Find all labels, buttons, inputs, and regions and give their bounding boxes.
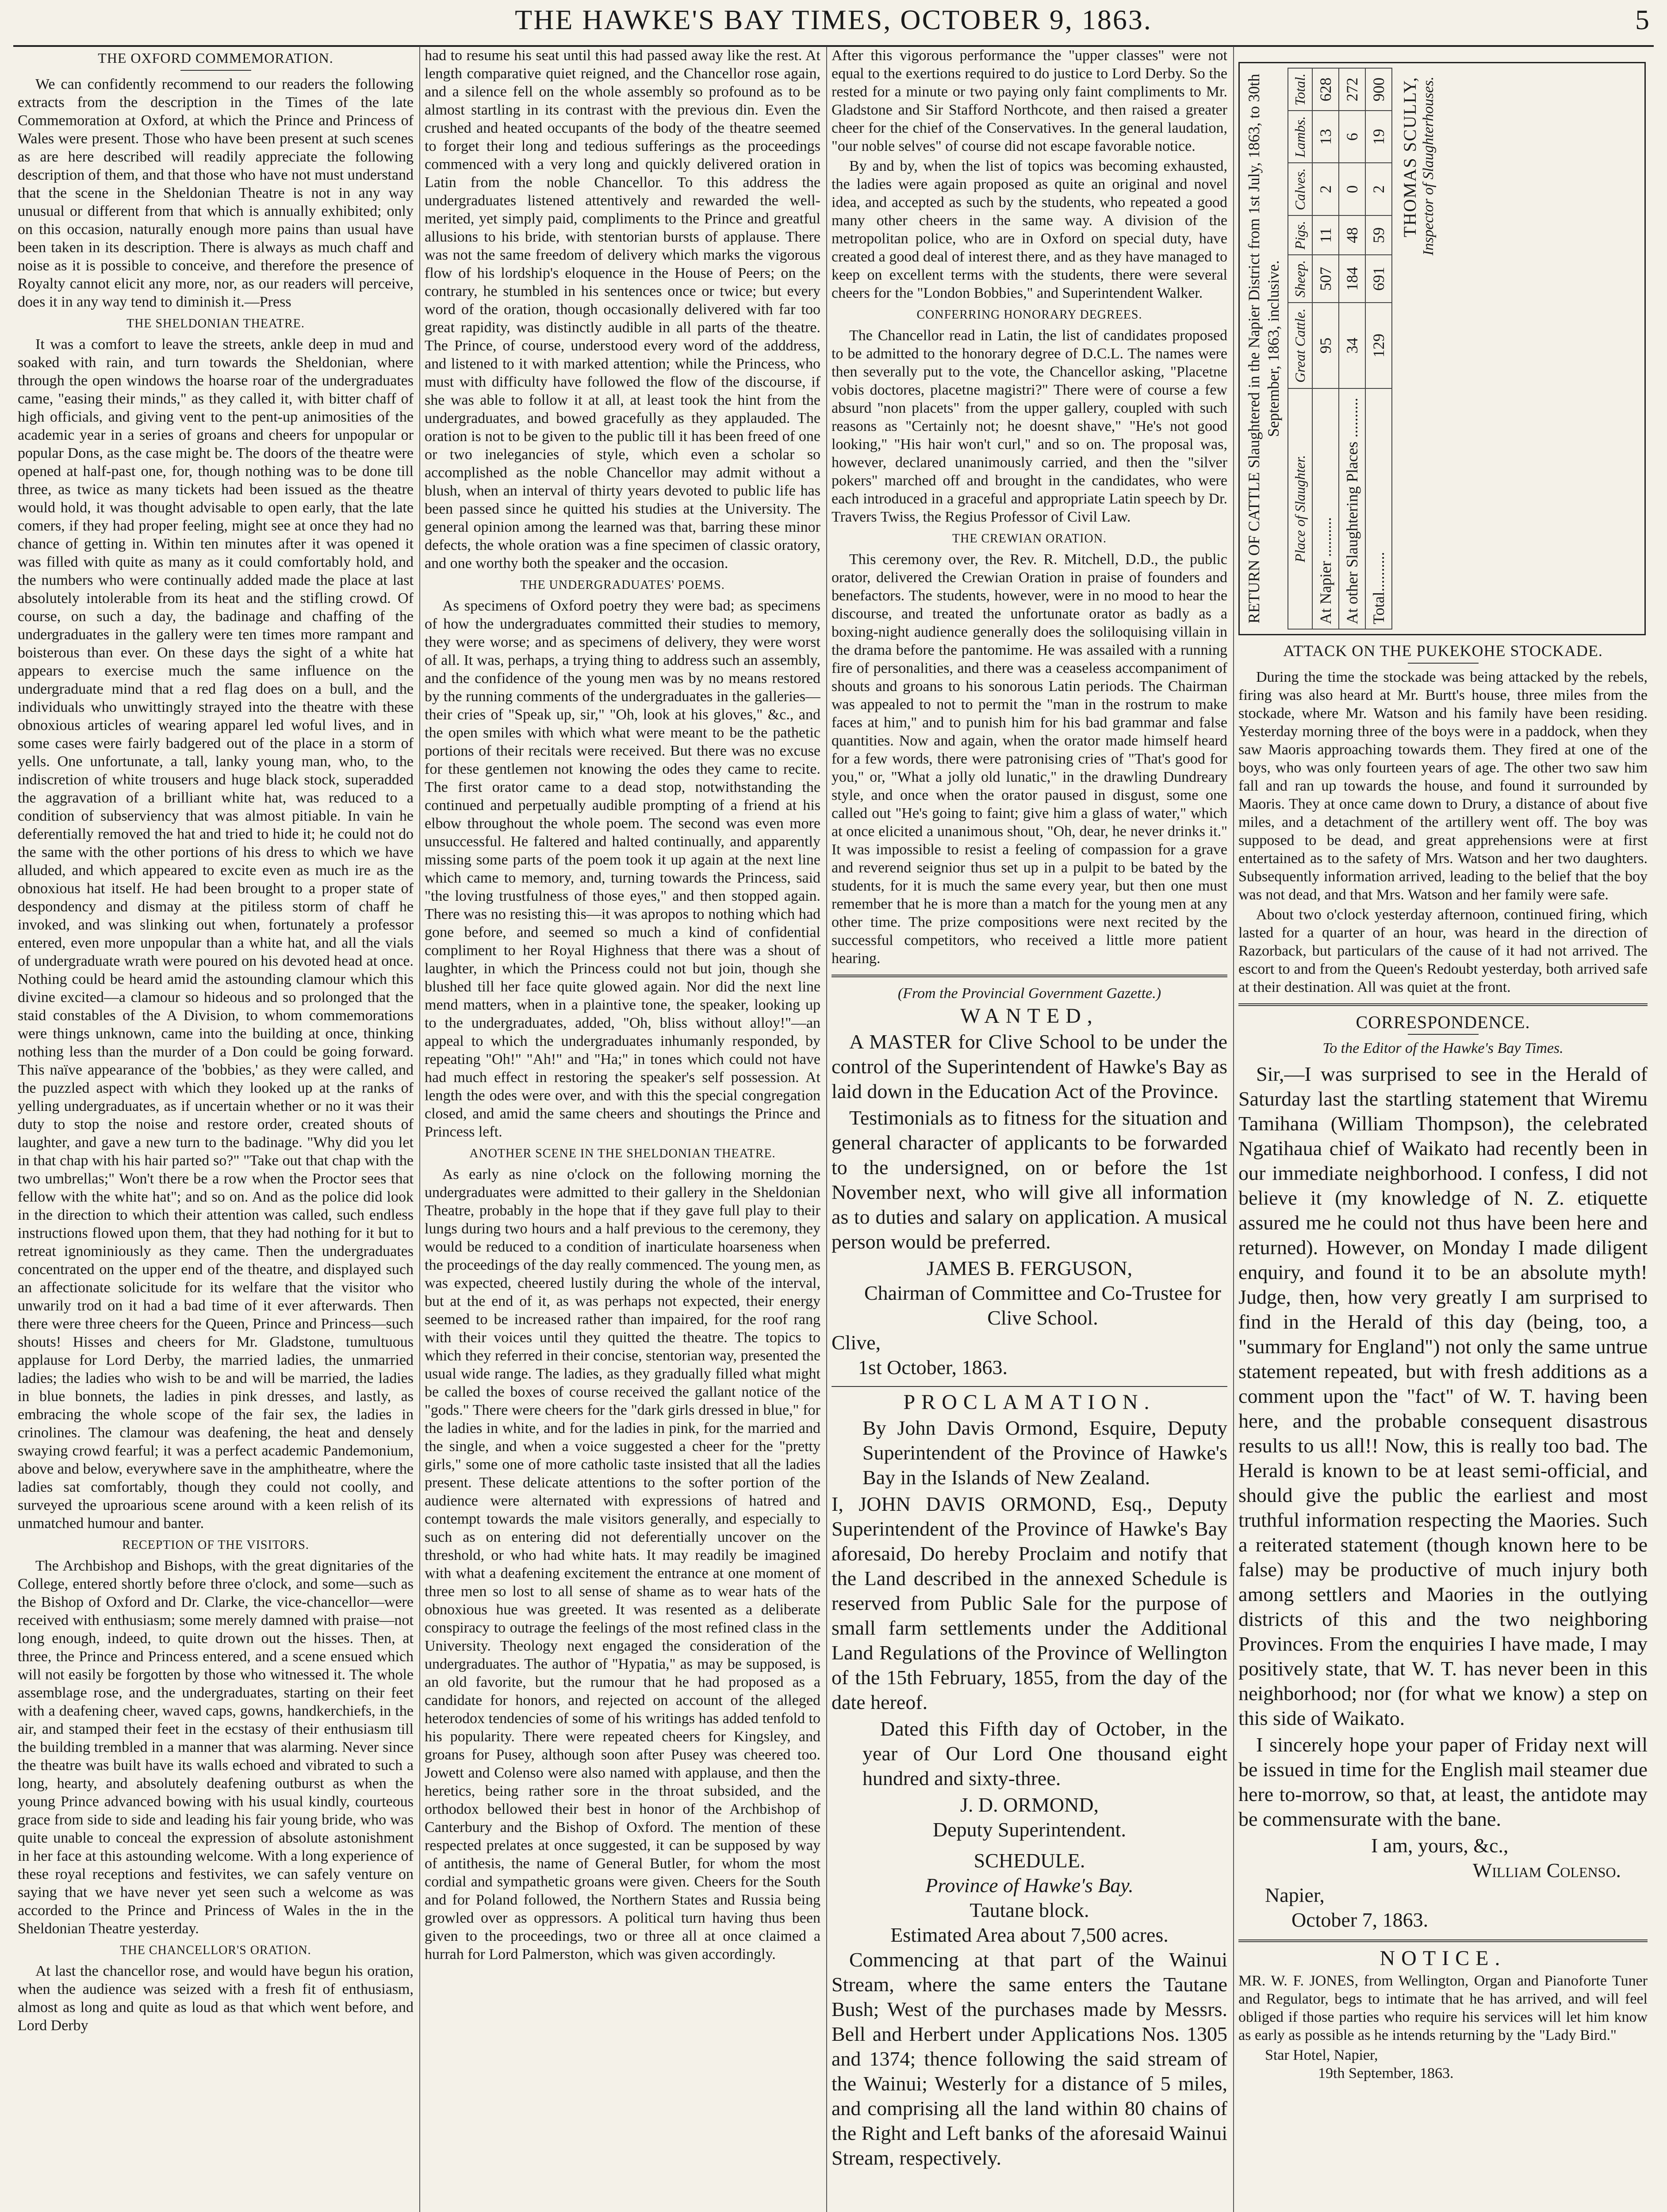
notice-address: Star Hotel, Napier, (1265, 2047, 1378, 2063)
wanted-paragraph: Testimonials as to fitness for the situation and general character of applicants to be forwarded to the undersigned, on or before the 1st November next, who will give all information as to duties and salary on application. A musical person would be preferred. (832, 1106, 1227, 1253)
article-paragraph: The Chancellor read in Latin, the list of candidates proposed to be admitted to the honorary degree of D.C.L. The names were then severally put to the vote, the Chancellor asking, "Placetne vobis doctores, placetne magistri?" There were of course a few absurd "non placets" from the upper gallery, coupled with such reasons as "Certainly not; he doesnt shave," "He's not good looking," "His hair won't curl," and so on. The proposal was, however, declared unanimously carried, and then the "silver pokers" marched off and brought in the candidates, who were each introduced in a graceful and appropriate Latin speech by Dr. Travers Twiss, the Regius Professor of Civil Law. (832, 327, 1227, 525)
subheading: THE CREWIAN ORATION. (952, 532, 1107, 545)
heading-rule (1408, 663, 1479, 664)
article-heading-oxford: THE OXFORD COMMEMORATION. (98, 50, 333, 66)
table-header-cell: Great Cattle. (1288, 303, 1312, 388)
table-cell: 129 (1365, 303, 1392, 388)
table-cell: At Napier .......... (1312, 388, 1339, 629)
table-cell: 11 (1312, 215, 1339, 255)
column-3 (832, 46, 1227, 2212)
table-cell: 507 (1312, 255, 1339, 303)
cattle-return-table (1288, 68, 1392, 630)
article-paragraph: had to resume his seat until this had passed away like the rest. At length comparative quiet reigned, and the Chancellor rose again, and a silence fell on the whole assembly so profound as to be almost startling in its contrast with the previous din. Even the crushed and heated occupants of the body of the theatre seemed to forget their long and tedious sufferings as the proceedings commenced with a very long and quickly delivered oration in Latin from the noble Chancellor. To this address the undergraduates listened attentively and rewarded the well-merited, yet simply paid, compliments to the Prince and greatful allusions to his bride, with stentorian bursts of applause. There was not the same freedom of delivery which marks the vigorous flow of his lordship's eloquence in the House of Peers; on the contrary, he stumbled in his sentences once or twice; but every word of the oration, though occasionally delivered with far too great rapidity, was distinctly audible in all parts of the theatre. The Prince, of course, understood every word of the adddress, and listened to it with marked attention; while the Princess, who must with difficulty have followed the flow of the discourse, if she was able to follow it at all, at least took the hint from the undergraduates, and bowed gracefully as they applauded. The oration is not to be given to the public till it has been freed of one or two inelegancies of style, which even a scholar so accomplished as the noble Chancellor may admit without a blush, when an interval of thirty years devoted to public life has been passed since he quitted his studies at the University. The general opinion among the learned was that, barring these minor defects, the whole oration was a fine specimen of classic oratory, and one worthy both the speaker and the occasion. (425, 47, 820, 572)
table-header-cell: Total. (1288, 68, 1312, 111)
article-heading-pukekohe: ATTACK ON THE PUKEKOHE STOCKADE. (1283, 642, 1603, 660)
schedule-title: SCHEDULE. (973, 1849, 1085, 1872)
proclamation-signatory: J. D. ORMOND, (960, 1793, 1099, 1816)
schedule-paragraph: Commencing at that part of the Wainui Stream, where the same enters the Tautane Bush; West of the purchases made by Messrs. Bell and Herbert under Applications Nos. 1305 and 1374; thence following the said stream of the Wainui; Westerly for a distance of 5 miles, and comprising all the land within 80 chains of the Right and Left banks of the aforesaid Wainui Stream, respectively. (832, 1948, 1227, 2169)
table-header-cell: Sheep. (1288, 255, 1312, 303)
table-signatory-title: Inspector of Slaughterhouses. (1420, 77, 1437, 256)
wanted-signatory-title: Chairman of Committee and Co-Trustee for Clive School. (864, 1282, 1221, 1329)
article-paragraph: As specimens of Oxford poetry they were bad; as specimens of how the undergraduates committed their studies to memory, they were worse; and as specimens of delivery, they were worst of all. It was, perhaps, a trying thing to address such an assembly, and the confidence of the young men was by no means restored by the running comments of the undergraduates in the galleries—their cries of "Speak up, sir," "Oh, look at his gloves," &c., and the open smiles with which what were meant to be the pathetic portions of their recitals were received. But there was no excuse for these gentlemen not knowing the odes they came to recite. The first orator came to a dead stop, notwithstanding the continued and perpetually audible prompting of a friend at his elbow throughout the whole poem. The second was even more unsuccessful. He faltered and halted continually, and apparently missing some parts of the poem took it up again at the next line which came to memory, and, turning towards the Princess, said "the loving trustfulness of those eyes," and then stopped again. There was no resisting this—it was apropos to nothing which had gone before, and seemed so much a kind of confidential compliment to her Royal Highness that there was a shout of laughter, in which the Princess could not but join, though she blushed till her face quite glowed again. Nor did the next line mend matters, when in a plaintive tone, the speaker, looking up to the undergraduates, added, "Oh, bliss without alloy!"—an appeal to which the undergraduates inhumanly responded, by repeating "Oh!" "Ah!" and "Ha;" in tones which could not have had much effect in restoring the speaker's self possession. At length the odes were over, and with this the special congregation closed, and amid the same cheers and shoutings the Prince and Princess left. (425, 598, 820, 1140)
subheading: THE SHELDONIAN THEATRE. (126, 317, 305, 330)
notice-title: NOTICE. (1380, 1947, 1506, 1970)
column-2 (425, 46, 820, 2212)
schedule-block: Tautane block. (970, 1899, 1089, 1921)
table-cell: At other Slaughtering Places .......... (1339, 388, 1365, 629)
table-cell: 628 (1312, 68, 1339, 111)
table-cell: 184 (1339, 255, 1365, 303)
proclamation-paragraph: I, JOHN DAVIS ORMOND, Esq., Deputy Superintendent of the Province of Hawke's Bay aforesaid, Do hereby Proclaim and notify that the Land described in the annexed Schedule is reserved from Public Sale for the purpose of small farm settlements under the Additional Land Regulations of the Province of Wellington of the 15th February, 1855, from the day of the date hereof. (832, 1493, 1227, 1713)
table-header-cell: Lambs. (1288, 111, 1312, 163)
table-cell: 48 (1339, 215, 1365, 255)
table-caption: RETURN OF CATTLE Slaughtered in the Napier District from 1st July, 1863, to 30th September, 1863, inclusive. (1245, 73, 1282, 624)
table-row (1365, 68, 1392, 629)
table-cell: 272 (1339, 68, 1365, 111)
table-cell: 13 (1312, 111, 1339, 163)
article-paragraph: The Archbishop and Bishops, with the great dignitaries of the College, entered shortly before three o'clock, and some—such as the Bishop of Oxford and Dr. Clarke, the vice-chancellor—were received with enthusiasm; some merely damned with praise—not long enough, indeed, to quite drown out the hisses. Then, at three, the Prince and Princess entered, and a scene ensued which will not easily be forgotten by those who witnessed it. The whole assemblage rose, and the undergraduates, starting on their feet with a deafening cheer, waved caps, gowns, handkerchiefs, in the air, and stamped their feet in the ecstasy of their enthusiasm till the building trembled in a manner that was alarming. Never since the theatre was built have its walls echoed and vibrated to such a long, hearty, and absolutely deafening outburst as when the young Prince advanced bowing with his usual kindly, courteous grace from side to side and leading his fair young bride, who was quite unable to conceal the expression of absolute astonishment in her face at this astounding welcome. With a long experience of these royal receptions and festivites, we can safely venture on saying that we have never yet seen such a welcome as was accorded to the Prince and Princess of Wales in the in the Sheldonian Theatre yesterday. (18, 1558, 414, 1937)
column-1 (18, 46, 414, 2212)
masthead (13, 0, 1654, 44)
wanted-paragraph: A MASTER for Clive School to be under the control of the Superintendent of Hawke's Bay as laid down in the Education Act of the Province. (832, 1030, 1227, 1102)
section-rule (832, 1386, 1227, 1387)
table-cell: 19 (1365, 111, 1392, 163)
table-cell: Total.......... (1365, 388, 1392, 629)
subheading: CONFERRING HONORARY DEGREES. (916, 308, 1142, 322)
notice-paragraph: MR. W. F. JONES, from Wellington, Organ and Pianoforte Tuner and Regulator, begs to intimate that he has arrived, and will feel obliged if those parties who require his services will let him know as early as possible as he intends returning by the "Lady Bird." (1238, 1973, 1648, 2043)
table-cell: 6 (1339, 111, 1365, 163)
correspondence-heading: CORRESPONDENCE. (1356, 1012, 1530, 1032)
table-cell: 691 (1365, 255, 1392, 303)
table-cell: 95 (1312, 303, 1339, 388)
table-cell: 0 (1339, 163, 1365, 215)
proclamation-dated: Dated this Fifth day of October, in the year of Our Lord One thousand eight hundred and sixty-three. (862, 1717, 1227, 1790)
newspaper-title: THE HAWKE'S BAY TIMES, OCTOBER 9, 1863. (515, 4, 1152, 35)
article-paragraph: At last the chancellor rose, and would have begun his oration, when the audience was seized with a fresh fit of enthusiasm, almost as long and quite as loud as that which went before, and Lord Derby (18, 1963, 414, 2034)
table-cell: 34 (1339, 303, 1365, 388)
table-row (1339, 68, 1365, 629)
article-paragraph: As early as nine o'clock on the following morning the undergraduates were admitted to their gallery in the Sheldonian Theatre, probably in the hope that if they gave full play to their lungs during two hours and a half previous to the ceremony, they would be reduced to a condition of inarticulate hoarseness when the proceedings of the day really commenced. The young men, as was expected, cheered lustily during the whole of the interval, but at the end of it, as was perhaps not expected, their energy seemed to be increased rather than impaired, for the roof rang with their voices until they quitted the theatre. The topics to which they referred in their concise, stentorian way, presented the usual wide range. The ladies, as they gradually filled what might be called the boxes of course received the gallant notice of the "gods." There were cheers for the "dark girls dressed in blue," for the ladies in white, and for the ladies in pink, for the married and the single, and when a voice suggested a cheer for the "pretty girls," some one of more catholic taste insisted that all the ladies present. These delicate attentions to the softer portion of the audience were alternated with expressions of hatred and contempt towards the male visitors generally, and especially to such as on entering did not deferentially uncover on the threshold, or who had white hats. It may readily be imagined with what a deafening excitement the entrance at one moment of three men so lost to all sense of shame as to wear hats of the obnoxious hue was greeted. It was resented as a deliberate conspiracy to outrage the feelings of the most refined class in the University. Theology next engaged the consideration of the undergraduates. The author of "Hypatia," as may be supposed, is an old favorite, but the rumour that he had proposed as a candidate for honors, and rejected on account of the alleged heterodox tendencies of some of his writings has added tenfold to his popularity. There were repeated cheers for Kingsley, and groans for Pusey, although soon after Pusey was cheered too. Jowett and Colenso were also named with applause, and then the heretics, being rather sore in the throat subsided, and the orthodox bellowed their best in honor of the Archbishop of Canterbury and the Bishop of Oxford. The mention of these respected prelates at once suggested, it can be supposed by way of antithesis, the name of General Butler, for whom the most cordial and sympathetic groans were given. Cheers for the South and for Poland followed, the Northern States and Russia being growled over as oppressors. A political turn having thus been given to the proceedings, two or three all at once claimed a hurrah for Lord Palmerston, which was given accordingly. (425, 1166, 820, 1962)
table-signatory: THOMAS SCULLY, (1400, 77, 1420, 238)
schedule-area: Estimated Area about 7,500 acres. (890, 1924, 1169, 1946)
article-paragraph: During the time the stockade was being attacked by the rebels, firing was also heard at Mr. Burtt's house, three miles from the stockade, where Mr. Watson and his family have been residing. Yesterday morning three of the boys were in a paddock, when they saw Maoris approaching towards them. They fired at one of the boys, who was only fourteen years of age. The other two saw him fall and ran up towards the house, and found it surrounded by Maoris. They at once came down to Drury, a distance of about five miles, and a detachment of the artillery went off. The boy was supposed to be dead, and great apprehensions were at first entertained as to the safety of Mrs. Watson and her two daughters. Subsequently information arrived, leading to the belief that the boy was not dead, and that Mrs. Watson and her family were safe. (1238, 669, 1648, 903)
letter-close: I am, yours, &c., (1371, 1834, 1509, 1857)
column-divider (1233, 46, 1234, 2212)
table-header-cell: Pigs. (1288, 215, 1312, 255)
table-header-cell: Place of Slaughter. (1288, 388, 1312, 629)
wanted-signatory: JAMES B. FERGUSON, (926, 1257, 1133, 1279)
article-paragraph: We can confidently recommend to our readers the following extracts from the description in the Times of the late Commemoration at Oxford, at which the Prince and Princess of Wales were present. Those who have been present at such scenes as are here described will readily appreciate the following description of them, and that those who have not must understand that the scene in the Sheldonian Theatre is not in any way unusual or different from that which is annually exhibited; only on this occasion, naturally enough more pains than usual have been taken in its description. There is always as much chaff and noise as it is possible to conceive, and therefore the presence of Royalty cannot elicit any more, nor, as our readers will perceive, does it in any way tend to diminish it.—Press (18, 76, 414, 310)
heading-rule (1408, 1034, 1479, 1035)
wanted-title: WANTED, (960, 1004, 1099, 1028)
table-cell: 2 (1312, 163, 1339, 215)
column-divider (419, 46, 420, 2212)
table-row (1312, 68, 1339, 629)
subheading: RECEPTION OF THE VISITORS. (122, 1538, 309, 1552)
subheading: THE CHANCELLOR'S ORATION. (120, 1943, 311, 1957)
section-rule (1238, 1939, 1648, 1942)
section-rule (832, 975, 1227, 977)
table-header-cell: Calves. (1288, 163, 1312, 215)
letter-date: October 7, 1863. (1291, 1909, 1429, 1931)
article-paragraph: After this vigorous performance the "upper classes" were not equal to the exertions required to do justice to Lord Derby. So the rested for a minute or two paying only faint compliments to Mr. Gladstone and Sir Stafford Northcote, and then raised a greater cheer for the chief of the Conservatives. In the general laudation, "our noble selves" of course did not escape favorable notice. (832, 47, 1227, 154)
article-paragraph: This ceremony over, the Rev. R. Mitchell, D.D., the public orator, delivered the Crewian Oration in praise of founders and benefactors. The students, however, were in no mood to hear the discourse, and treated the unfortunate orator as badly as a boxing-night audience generally does the soliloquising villain in the drama before the pantomime. He was assailed with a running fire of personalities, and there was a ceaseless accompaniment of shouts and groans to his sonorous Latin periods. The Chairman was appealed to not to permit the "man in the rostrum to make faces at him," and to punish him for his bad grammar and false quantities. Now and again, when the orator made himself heard for a few words, there were patronising cries of "That's good for you," or, "What a jolly old lunatic," in the drawling Dundreary style, and once when the orator paused in disgust, some one called out "He's going to faint; give him a glass of water," which at once elicited a unanimous shout, "Oh, dear, he never drinks it." It was impossible to resist a feeling of compassion for a grave and reverend seignior thus set up in a pulpit to be bated by the students, for it is much the same every year, but then one must remember that he is more than a match for the young men at any other time. The prize compositions were next recited by the successful competitors, who received a little more patient hearing. (832, 551, 1227, 967)
page-number: 5 (1635, 4, 1649, 35)
wanted-place: Clive, (832, 1331, 881, 1354)
section-rule (1238, 1003, 1648, 1006)
column-4 (1238, 639, 1648, 2212)
article-paragraph: About two o'clock yesterday afternoon, continued firing, which lasted for a quarter of an hour, was heard in the direction of Razorback, but particulars of the cause of it had not arrived. The escort to and from the Queen's Redoubt yesterday, both arrived safe at their destination. All was quiet at the front. (1238, 906, 1648, 995)
notice-date: 19th September, 1863. (1318, 2065, 1454, 2081)
table-cell: 2 (1365, 163, 1392, 215)
column-divider (826, 46, 827, 2212)
letter-paragraph: I sincerely hope your paper of Friday next will be issued in time for the English mail steamer due here to-morrow, so that, at least, the antidote may be commensurate with the bane. (1238, 1733, 1648, 1830)
cattle-return-rotated (1240, 63, 1644, 634)
article-paragraph: It was a comfort to leave the streets, ankle deep in mud and soaked with rain, and turn towards the Sheldonian, where through the open windows the hoarse roar of the undergraduates came, "easing their minds," as they called it, with bitter chaff of high officials, and giving vent to the pent-up animosities of the academic year in a series of groans and cheers for unpopular or popular Dons, as the case might be. The doors of the theatre were opened at half-past one, for, though nothing was to be done till three, as twice as many tickets had been issued as the theatre would hold, it was thought advisable to open early, that the late comers, if they had proper feeling, might see at once they had no chance of getting in. Within ten minutes after it was opened it was filled with quite as many as it could comfortably hold, and the numbers who were continually added made the place at last absolutely intolerable from its heat and the stifling crowd. Of course, on such a day, the badinage and chaffing of the undergraduates in the gallery were ten times more rampant and boisterous than ever. On these days the sight of a white hat appears to exercise much the same influence on the undergraduate mind that a red flag does on a bull, and the individuals who unwittingly strayed into the theatre with these obnoxious articles of wearing apparel led woful lives, and in some cases were fairly badgered out of the place in a storm of yells. One unfortunate, a tall, lanky young man, who, to the indiscretion of white trousers and huge black stock, superadded the aggravation of a brilliant white hat, was reduced to a condition of subserviency that was almost pitiable. In vain he deferentially removed the hat and tried to hide it; he could not do the same with the other portions of his dress to which we have alluded, and which appeared to excite even as much ire as the obnoxious hat itself. He had been brought to a proper state of despondency and dismay at the pitiless storm of chaff he invoked, and was slinking out when, fortunately a professor entered, even more unpopular than a white hat, and all the vials of undergraduate wrath were poured on his devoted head at once. Nothing could be heard amid the astounding clamour which this divine excited—a clamour so hideous and so prolonged that the staid constables of the A Division, to whom commemorations were things unknown, came into the building at once, thinking nothing less than the murder of a Don could be going forward. This naïve appearance of the 'bobbies,' as they were called, and the puzzled aspect with which they looked up at the ranks of yelling undergraduates, as if uncertain whether or no it was their duty to stop the noise and restore order, created shouts of laughter, and gave a new turn to the badinage. "Why did you let in that chap with his hair parted so?" "Take out that chap with the two umbrellas;" Won't there be a row when the Proctor sees that fellow with the white hat"; and so on. And as the police did look in the direction to which their attention was called, such endless instructions flowed upon them, that they had nothing for it but to retreat ignominiously as they came. Then the undergraduates concentrated on the upper end of the theatre, and displayed such an affectionate solicitude for its welfare that the visitor who unwarily trod on it had a bad time of it ever afterwards. Then there were three cheers for the Queen, Prince and Princess—such shouts! Hisses and cheers for Mr. Gladstone, tumultuous applause for Lord Derby, the married ladies, the unmarried ladies; the ladies who wish to be and will be married, the ladies in blue bonnets, the ladies in pink dresses, and lastly, as embracing the whole scope of the fair sex, the ladies in crinolines. The clamour was deafening, the heat and densely swaying crowd fearful; it was a perfect academic Pandemonium, above and below, everywhere save in the amphitheatre, where the ladies sat comfortably, though they could not coolly, and surveyed the uproarious scene around with a keen relish of its unmatched humour and banter. (18, 336, 414, 1532)
letter-place: Napier, (1265, 1884, 1325, 1906)
cattle-return-table-box (1238, 62, 1646, 635)
table-header-row (1288, 68, 1312, 629)
proclamation-signatory-title: Deputy Superintendent. (933, 1818, 1126, 1841)
schedule-province: Province of Hawke's Bay. (925, 1874, 1134, 1897)
letter-signer: William Colenso. (1472, 1859, 1621, 1882)
letter-paragraph: Sir,—I was surprised to see in the Herald of Saturday last the startling statement that Wiremu Tamihana (William Thompson), the celebrated Ngatihaua chief of Waikato had recently been in our immediate neighborhood. I confess, I did not believe it (my knowledge of N. Z. etiquette assured me he could not thus have been here and returned). However, on Monday I made diligent enquiry, and found it to be an absolute myth! Judge, then, how very greatly I am surprised to find in the Herald of this day (being, too, a "summary for England") not only the same untrue statement repeated, but with fresh additions as a comment upon the "fact" of W. T. having been here, and the probable consequent disastrous results to us all!! Now, this is really too bad. The Herald is known to be at least semi-official, and should give the public the earliest and most truthful information respecting the Maories. Such a reiterated statement (though known here to be false) may be productive of much injury both among settlers and Maories in the outlying districts of this and the two neighboring Provinces. From the enquiries I have made, I may positively state, that W. T. has never been in this neighborhood; nor (for what we know) a step on this side of Waikato. (1238, 1063, 1648, 1729)
wanted-date: 1st October, 1863. (858, 1356, 1008, 1379)
proclamation-by: By John Davis Ormond, Esquire, Deputy Superintendent of the Province of Hawke's Bay in the Islands of New Zealand. (862, 1417, 1227, 1489)
to-editor: To the Editor of the Hawke's Bay Times. (1322, 1040, 1564, 1056)
article-paragraph: By and by, when the list of topics was becoming exhausted, the ladies were again proposed as quite an original and novel idea, and accepted as such by the students, who repeated a good many other cheers in the same way. A division of the metropolitan police, who are in Oxford on special duty, have created a good deal of interest there, and as they have managed to keep on excellent terms with the students, there were several cheers for the "London Bobbies," and Superintendent Walker. (832, 158, 1227, 301)
table-cell: 59 (1365, 215, 1392, 255)
gazette-note: (From the Provincial Government Gazette.) (897, 985, 1161, 1002)
heading-rule (180, 70, 251, 71)
table-cell: 900 (1365, 68, 1392, 111)
proclamation-title: PROCLAMATION. (903, 1390, 1156, 1414)
subheading: THE UNDERGRADUATES' POEMS. (520, 578, 725, 592)
subheading: ANOTHER SCENE IN THE SHELDONIAN THEATRE. (469, 1147, 776, 1160)
